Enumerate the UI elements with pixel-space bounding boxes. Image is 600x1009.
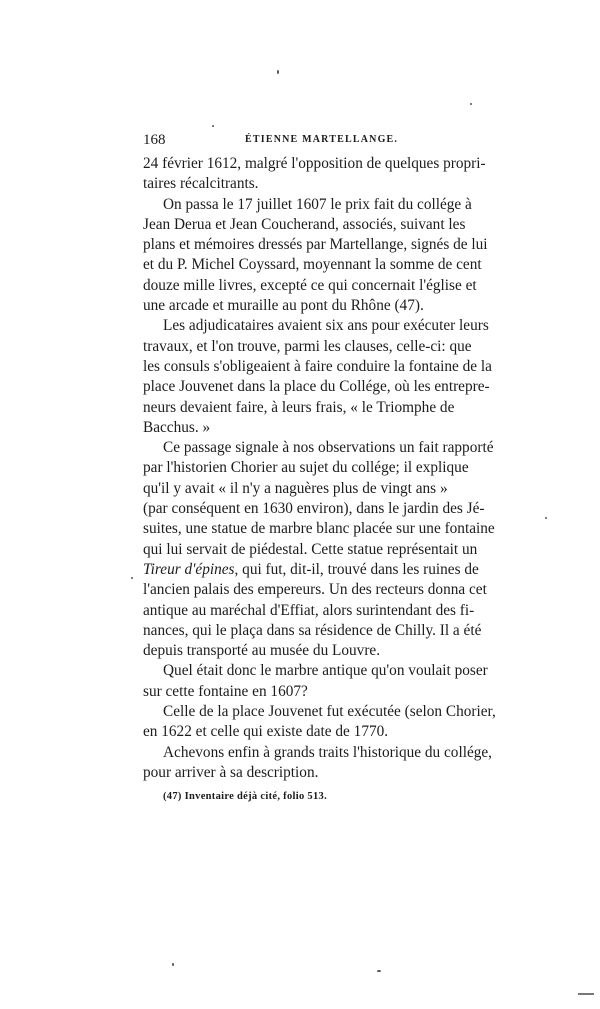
italic-title: Tireur d'épines bbox=[143, 560, 235, 578]
text-line: taires récalcitrants. bbox=[143, 175, 259, 193]
text-line: qui lui servait de piédestal. Cette statue représentait un bbox=[143, 540, 478, 558]
text-line: douze mille livres, excepté ce qui concernait l'église et bbox=[143, 276, 477, 294]
text-line: Quel était donc le marbre antique qu'on voulait poser bbox=[163, 662, 488, 680]
paragraph bbox=[143, 195, 513, 317]
body-text bbox=[143, 154, 513, 783]
running-title: ÉTIENNE MARTELLANGE. bbox=[245, 134, 399, 145]
text-line: sur cette fontaine en 1607? bbox=[143, 682, 308, 700]
text-line: travaux, et l'on trouve, parmi les clauses, celle-ci: que bbox=[143, 337, 472, 355]
text-line: Tireur d'épines, qui fut, dit-il, trouvé dans les ruines de bbox=[143, 560, 479, 578]
text-line: qu'il y avait « il n'y a naguères plus de vingt ans » bbox=[143, 479, 448, 497]
scan-speck bbox=[470, 103, 472, 105]
paragraph bbox=[143, 702, 513, 743]
text-line: antique au maréchal d'Effiat, alors surintendant des fi- bbox=[143, 601, 475, 619]
text-line: et du P. Michel Coyssard, moyennant la somme de cent bbox=[143, 256, 482, 274]
scan-speck bbox=[377, 970, 381, 972]
page-header bbox=[143, 132, 513, 152]
text-line: nances, qui le plaça dans sa résidence de Chilly. Il a été bbox=[143, 621, 482, 639]
paragraph bbox=[143, 154, 513, 195]
text-line: en 1622 et celle qui existe date de 1770. bbox=[143, 723, 389, 741]
paragraph bbox=[143, 661, 513, 702]
text-line: neurs devaient faire, à leurs frais, « le Triomphe de bbox=[143, 398, 455, 416]
text-line: Ce passage signale à nos observations un fait rapporté bbox=[163, 439, 494, 457]
text-line: par l'historien Chorier au sujet du collége; il explique bbox=[143, 459, 469, 477]
text-line: Jean Derua et Jean Coucherand, associés, suivant les bbox=[143, 215, 466, 233]
scan-edge-mark bbox=[578, 993, 594, 995]
text-line: Les adjudicataires avaient six ans pour exécuter leurs bbox=[163, 317, 489, 335]
text-line: Bacchus. » bbox=[143, 418, 211, 436]
text-line: depuis transporté au musée du Louvre. bbox=[143, 642, 381, 660]
scan-speck bbox=[277, 70, 279, 74]
scan-speck bbox=[131, 577, 133, 579]
text-line: une arcade et muraille au pont du Rhône (47). bbox=[143, 297, 424, 315]
text-line: Achevons enfin à grands traits l'historique du collége, bbox=[163, 743, 493, 761]
text-line: On passa le 17 juillet 1607 le prix fait du collége à bbox=[163, 195, 472, 213]
scan-speck bbox=[212, 125, 214, 127]
text-line: 24 février 1612, malgré l'opposition de quelques propri- bbox=[143, 155, 486, 172]
paragraph bbox=[143, 743, 513, 784]
scan-speck bbox=[172, 963, 174, 966]
paragraph bbox=[143, 316, 513, 438]
text-line: pour arriver à sa description. bbox=[143, 763, 319, 781]
text-line: suites, une statue de marbre blanc placée sur une fontaine bbox=[143, 520, 495, 538]
paragraph bbox=[143, 438, 513, 661]
text-line: l'ancien palais des empereurs. Un des recteurs donna cet bbox=[143, 581, 487, 599]
text-line: place Jouvenet dans la place du Collége, où les entrepre- bbox=[143, 378, 490, 396]
text-line: les consuls s'obligeaient à faire conduire la fontaine de la bbox=[143, 357, 492, 375]
text-line: Celle de la place Jouvenet fut exécutée (selon Chorier, bbox=[163, 703, 496, 721]
footnote: (47) Inventaire déjà cité, folio 513. bbox=[163, 791, 328, 802]
text-line: plans et mémoires dressés par Martellange, signés de lui bbox=[143, 236, 488, 254]
text-line: (par conséquent en 1630 environ), dans le jardin des Jé- bbox=[143, 500, 485, 518]
page-number: 168 bbox=[143, 132, 166, 148]
scan-speck bbox=[545, 517, 547, 519]
